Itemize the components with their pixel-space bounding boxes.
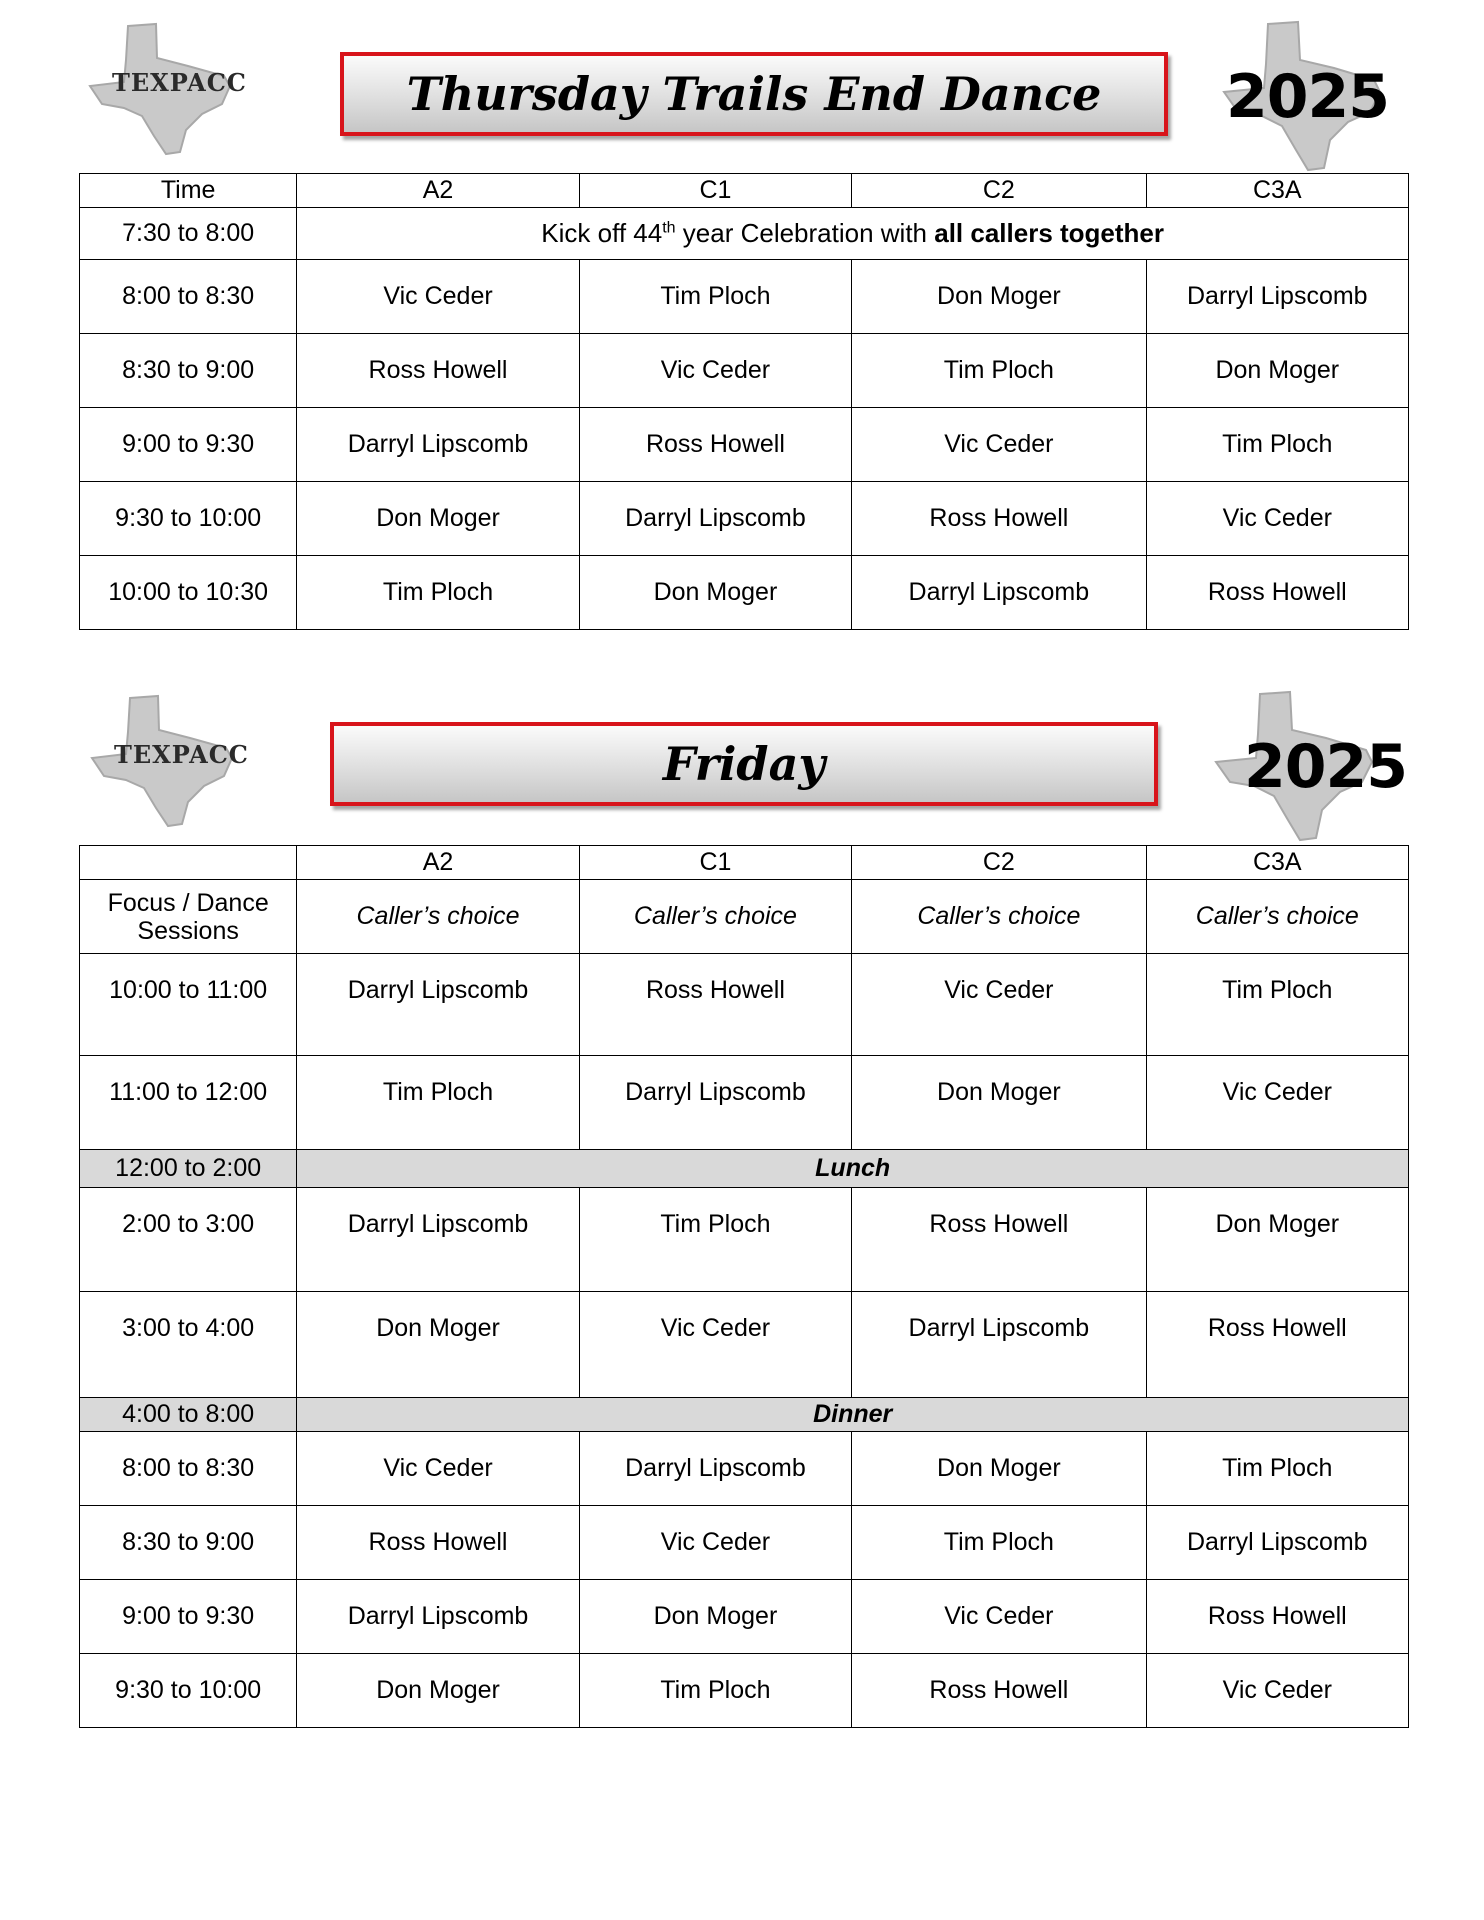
caller-cell: Don Moger [852, 260, 1146, 334]
dinner-row [80, 1398, 1409, 1432]
table-row [80, 1654, 1409, 1728]
caller-cell: Vic Ceder [852, 1580, 1146, 1654]
caller-cell: Don Moger [1146, 334, 1408, 408]
kickoff-cell [297, 208, 1409, 260]
time-cell: 9:30 to 10:00 [80, 1654, 297, 1728]
table-row [80, 1432, 1409, 1506]
table-row [80, 334, 1409, 408]
caller-cell: Ross Howell [579, 954, 851, 1056]
caller-cell: Vic Ceder [1146, 1056, 1408, 1150]
caller-cell: Vic Ceder [297, 1432, 579, 1506]
time-cell: 7:30 to 8:00 [80, 208, 297, 260]
texpacc-logo [84, 20, 247, 160]
caller-cell: Don Moger [852, 1056, 1146, 1150]
caller-cell: Don Moger [579, 1580, 851, 1654]
time-cell: 8:00 to 8:30 [80, 1432, 297, 1506]
lunch-label: Lunch [297, 1150, 1409, 1188]
caller-cell: Tim Ploch [852, 334, 1146, 408]
caller-cell: Vic Ceder [297, 260, 579, 334]
texpacc-logo [86, 692, 249, 832]
caller-cell: Darryl Lipscomb [297, 1188, 579, 1292]
caller-cell: Ross Howell [852, 1188, 1146, 1292]
focus-row [80, 880, 1409, 954]
caller-cell: Ross Howell [1146, 1292, 1408, 1398]
header-c2: C2 [852, 174, 1146, 208]
caller-cell: Ross Howell [852, 1654, 1146, 1728]
choice-cell: Caller’s choice [297, 880, 579, 954]
time-cell: 9:30 to 10:00 [80, 482, 297, 556]
caller-cell: Darryl Lipscomb [297, 954, 579, 1056]
time-cell: 4:00 to 8:00 [80, 1398, 297, 1432]
caller-cell: Tim Ploch [579, 260, 851, 334]
caller-cell: Tim Ploch [852, 1506, 1146, 1580]
header-c3a: C3A [1146, 174, 1408, 208]
caller-cell: Tim Ploch [297, 556, 579, 630]
kickoff-prefix: Kick off 44 [541, 218, 663, 248]
logo-text: TEXPACC [114, 740, 249, 769]
caller-cell: Darryl Lipscomb [579, 1432, 851, 1506]
lunch-row [80, 1150, 1409, 1188]
caller-cell: Darryl Lipscomb [297, 1580, 579, 1654]
caller-cell: Darryl Lipscomb [297, 408, 579, 482]
caller-cell: Vic Ceder [852, 408, 1146, 482]
caller-cell: Ross Howell [1146, 1580, 1408, 1654]
table-row [80, 1056, 1409, 1150]
caller-cell: Darryl Lipscomb [579, 482, 851, 556]
time-cell: 8:30 to 9:00 [80, 334, 297, 408]
header-a2: A2 [297, 846, 579, 880]
caller-cell: Vic Ceder [579, 334, 851, 408]
friday-title-banner [330, 722, 1158, 806]
table-header-row [80, 174, 1409, 208]
choice-cell: Caller’s choice [579, 880, 851, 954]
time-cell: 10:00 to 11:00 [80, 954, 297, 1056]
time-cell: 8:00 to 8:30 [80, 260, 297, 334]
year-badge [1218, 18, 1398, 176]
kickoff-row [80, 208, 1409, 260]
header-blank [80, 846, 297, 880]
caller-cell: Ross Howell [852, 482, 1146, 556]
table-row [80, 408, 1409, 482]
friday-schedule-table [79, 845, 1409, 1728]
table-row [80, 1292, 1409, 1398]
caller-cell: Darryl Lipscomb [1146, 1506, 1408, 1580]
thursday-schedule-table [79, 173, 1409, 630]
thursday-title-banner [340, 52, 1168, 136]
table-row [80, 1188, 1409, 1292]
header-a2: A2 [297, 174, 579, 208]
caller-cell: Don Moger [297, 1292, 579, 1398]
caller-cell: Ross Howell [297, 334, 579, 408]
time-cell: 2:00 to 3:00 [80, 1188, 297, 1292]
caller-cell: Vic Ceder [579, 1506, 851, 1580]
header-time: Time [80, 174, 297, 208]
logo-text: TEXPACC [112, 68, 247, 97]
kickoff-superscript: th [662, 219, 676, 237]
table-row [80, 954, 1409, 1056]
caller-cell: Vic Ceder [852, 954, 1146, 1056]
time-cell: 11:00 to 12:00 [80, 1056, 297, 1150]
time-cell: 9:00 to 9:30 [80, 1580, 297, 1654]
caller-cell: Ross Howell [579, 408, 851, 482]
table-row [80, 1506, 1409, 1580]
caller-cell: Ross Howell [297, 1506, 579, 1580]
focus-label: Focus / Dance Sessions [80, 880, 297, 954]
caller-cell: Don Moger [579, 556, 851, 630]
time-cell: 12:00 to 2:00 [80, 1150, 297, 1188]
table-row [80, 556, 1409, 630]
caller-cell: Ross Howell [1146, 556, 1408, 630]
choice-cell: Caller’s choice [852, 880, 1146, 954]
kickoff-bold: all callers together [934, 218, 1165, 248]
time-cell: 3:00 to 4:00 [80, 1292, 297, 1398]
time-cell: 8:30 to 9:00 [80, 1506, 297, 1580]
caller-cell: Don Moger [852, 1432, 1146, 1506]
caller-cell: Darryl Lipscomb [1146, 260, 1408, 334]
caller-cell: Darryl Lipscomb [579, 1056, 851, 1150]
table-row [80, 482, 1409, 556]
year-label: 2025 [1226, 62, 1389, 132]
year-badge [1210, 688, 1407, 846]
caller-cell: Vic Ceder [579, 1292, 851, 1398]
friday-title: Friday [662, 737, 826, 791]
header-c1: C1 [579, 846, 851, 880]
caller-cell: Tim Ploch [297, 1056, 579, 1150]
caller-cell: Tim Ploch [579, 1188, 851, 1292]
dinner-label: Dinner [297, 1398, 1409, 1432]
header-c1: C1 [579, 174, 851, 208]
thursday-title: Thursday Trails End Dance [406, 67, 1102, 121]
caller-cell: Darryl Lipscomb [852, 556, 1146, 630]
caller-cell: Tim Ploch [1146, 408, 1408, 482]
caller-cell: Tim Ploch [1146, 954, 1408, 1056]
caller-cell: Don Moger [297, 482, 579, 556]
choice-cell: Caller’s choice [1146, 880, 1408, 954]
caller-cell: Vic Ceder [1146, 1654, 1408, 1728]
table-row [80, 260, 1409, 334]
header-c2: C2 [852, 846, 1146, 880]
caller-cell: Tim Ploch [579, 1654, 851, 1728]
table-header-row [80, 846, 1409, 880]
caller-cell: Don Moger [297, 1654, 579, 1728]
caller-cell: Tim Ploch [1146, 1432, 1408, 1506]
kickoff-middle: year Celebration with [675, 218, 935, 248]
caller-cell: Darryl Lipscomb [852, 1292, 1146, 1398]
caller-cell: Don Moger [1146, 1188, 1408, 1292]
caller-cell: Vic Ceder [1146, 482, 1408, 556]
header-c3a: C3A [1146, 846, 1408, 880]
time-cell: 9:00 to 9:30 [80, 408, 297, 482]
year-label: 2025 [1244, 732, 1407, 802]
table-row [80, 1580, 1409, 1654]
time-cell: 10:00 to 10:30 [80, 556, 297, 630]
